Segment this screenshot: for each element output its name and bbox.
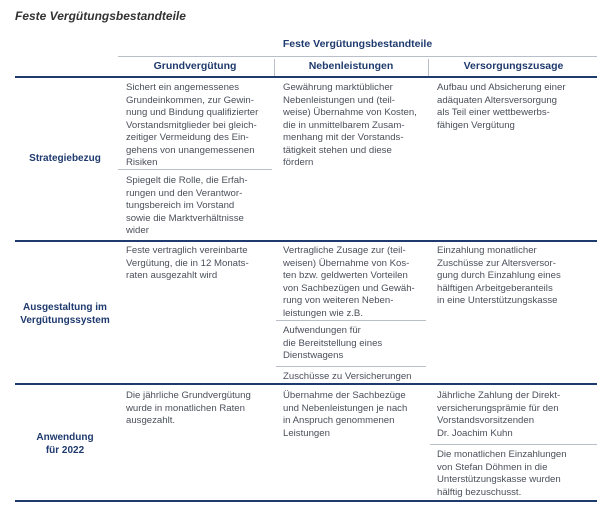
column-divider <box>428 59 429 76</box>
table-cell: Feste vertraglich vereinbarte Vergütung, die in 12 Monats- raten ausgezahlt wird <box>126 245 249 281</box>
column-divider <box>274 59 275 76</box>
table-cell: Jährliche Zahlung der Direkt- versicherungsprämie für den Vorstandsvorsitzenden Dr. Joachim Kuhn <box>437 390 561 439</box>
table-cell: Aufbau und Absicherung einer adäquaten Altersversorgung als Teil einer wettbewerbs- fähigen Vergütung <box>437 82 566 131</box>
table-cell: Einzahlung monatlicher Zuschüsse zur Altersversor- gung durch Einzahlung eines hälftigen Arbeitgeberanteils in eine Unterstützungskasse <box>437 245 561 306</box>
table-cell: Zuschüsse zu Versicherungen <box>283 371 412 382</box>
row-divider <box>15 240 597 242</box>
page-title: Feste Vergütungsbestandteile <box>15 9 186 23</box>
table-cell: Vertragliche Zusage zur (teil- weisen) Übernahme von Kos- ten bzw. geldwerten Vorteilen von Sachbezügen und Gewäh- rung von weiteren Neben- leistungen wie z.B. <box>283 245 415 319</box>
cell-divider <box>276 366 426 367</box>
table-cell: Sichert ein angemessenes Grundeinkommen, zur Gewin- nung und Bindung qualifizierter Vorstandsmitglieder bei gleich- zeitiger Vermeidung des Ein- gehens von unangemessenen Risiken <box>126 82 259 168</box>
row-label-anwendung: Anwendung für 2022 <box>36 432 94 456</box>
table-cell: Gewährung marktüblicher Nebenleistungen und (teil- weise) Übernahme von Kosten, die in unmittelbarem Zusam- menhang mit der Vorstands- tätigkeit stehen und diese fördern <box>283 82 417 168</box>
table-cell: Die monatlichen Einzahlungen von Stefan Döhmen in die Unterstützungskasse wurden hälftig bezuschusst. <box>437 449 567 498</box>
row-label-ausgestaltung: Ausgestaltung im Vergütungssystem <box>20 302 110 326</box>
cell-divider <box>276 320 426 321</box>
table-cell: Die jährliche Grundvergütung wurde in monatlichen Raten ausgezahlt. <box>126 390 251 426</box>
table-cell: Aufwendungen für die Bereitstellung eines Dienstwagens <box>283 325 383 361</box>
row-label-strategiebezug: Strategiebezug <box>29 153 101 164</box>
table-cell: Spiegelt die Rolle, die Erfah- rungen und den Verantwor- tungsbereich im Vorstand sowie die Marktverhältnisse wider <box>126 175 248 236</box>
header-divider <box>15 76 597 78</box>
column-header-versorgungszusage: Versorgungszusage <box>463 60 564 72</box>
table-group-header: Feste Vergütungsbestandteile <box>118 38 597 57</box>
column-header-grundverguetung: Grundvergütung <box>153 60 237 72</box>
cell-divider <box>430 444 597 445</box>
table-bottom-border <box>15 500 597 502</box>
table-cell: Übernahme der Sachbezüge und Nebenleistungen je nach in Anspruch genommenen Leistungen <box>283 390 408 439</box>
column-header-nebenleistungen: Nebenleistungen <box>308 60 394 72</box>
